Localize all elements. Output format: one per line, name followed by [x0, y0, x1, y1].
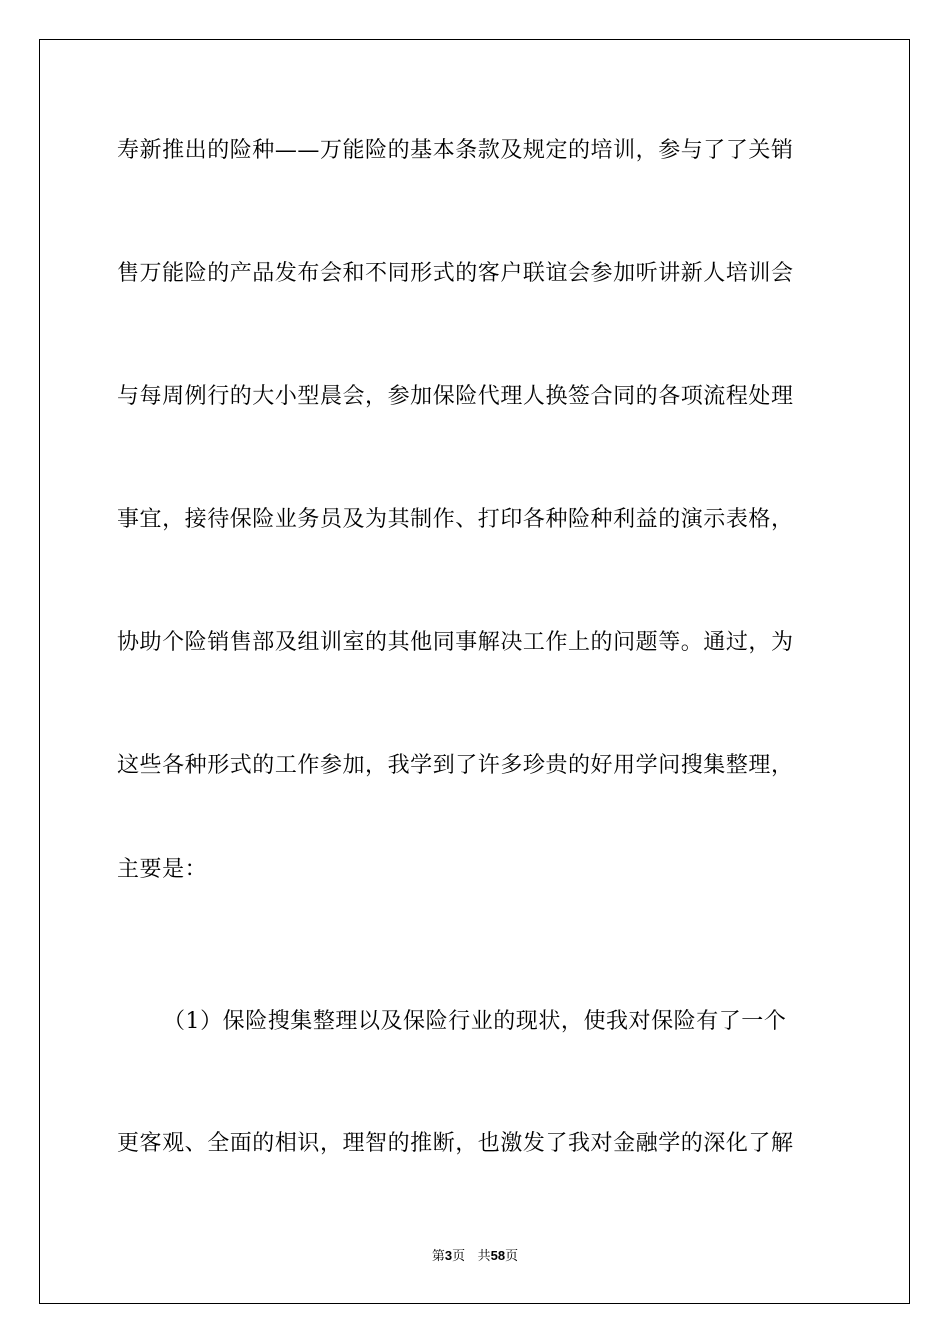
body-text-line-8: （1）保险搜集整理以及保险行业的现状，使我对保险有了一个 [163, 1009, 787, 1034]
total-pages: 58 [490, 1248, 506, 1263]
page-number: 3 [444, 1248, 453, 1263]
body-text-line-5: 协助个险销售部及组训室的其他同事解决工作上的问题等。通过，为 [117, 630, 794, 655]
body-text-line-1: 寿新推出的险种——万能险的基本条款及规定的培训，参与了了关销 [117, 138, 794, 163]
total-suffix: 页 [505, 1249, 519, 1264]
body-text-line-7: 主要是： [117, 857, 208, 882]
page-footer [0, 1247, 950, 1266]
page-suffix: 页 [452, 1249, 466, 1264]
body-text-line-2: 售万能险的产品发布会和不同形式的客户联谊会参加听讲新人培训会 [117, 261, 794, 286]
body-text-line-6: 这些各种形式的工作参加，我学到了许多珍贵的好用学问搜集整理， [117, 753, 794, 778]
body-text-line-9: 更客观、全面的相识，理智的推断，也激发了我对金融学的深化了解 [117, 1131, 794, 1156]
page-prefix: 第 [431, 1249, 445, 1264]
body-text-line-4: 事宜，接待保险业务员及为其制作、打印各种险种利益的演示表格， [117, 507, 794, 532]
page-border [39, 39, 910, 1304]
total-prefix: 共 [477, 1249, 491, 1264]
body-text-line-3: 与每周例行的大小型晨会，参加保险代理人换签合同的各项流程处理 [117, 384, 794, 409]
